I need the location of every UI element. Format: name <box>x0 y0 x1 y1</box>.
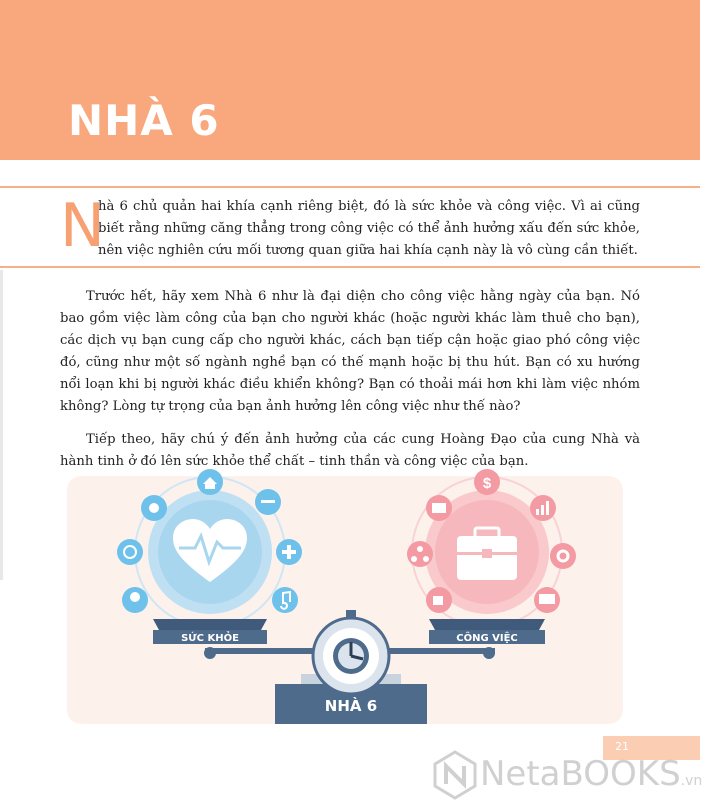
page-header <box>0 0 700 160</box>
page-edge <box>0 270 3 580</box>
right-pan-label: CÔNG VIỆC <box>456 633 518 644</box>
intro-block <box>60 191 640 262</box>
left-pan-top <box>153 619 267 630</box>
balance-scale-graphic <box>67 476 623 724</box>
body-text <box>60 286 640 484</box>
watermark-brand: NetaBOOKS <box>480 754 681 794</box>
scale-base-label: NHÀ 6 <box>324 697 378 715</box>
intro-text: hà 6 chủ quản hai khía cạnh riêng biệt, đó là sức khỏe và công việc. Vì ai cũng biết rằng những căng thẳng trong công việc có thể ảnh hưởng xấu đến sức khỏe, nên việc nghiên cứu mối tương quan giữa hai khía cạnh này là vô cùng cần thiết. <box>98 199 640 258</box>
plate-icon <box>117 539 143 565</box>
publisher-watermark <box>428 748 700 804</box>
paragraph-1: Trước hết, hãy xem Nhà 6 như là đại diện cho công việc hằng ngày của bạn. Nó bao gồm việc làm công của bạn cho người khác (hoặc người khác làm thuê cho bạn), các dịch vụ bạn cung cấp cho người khác, cách bạn tiếp cận hoặc giao phó công việc đó, cũng như một số ngành nghề bạn có thế mạnh hoặc bị thu hút. Bạn có xu hướng nổi loạn khi bị người khác điều khiển không? Bạn có thoải mái hơn khi làm việc nhóm không? Lòng tự trọng của bạn ảnh hưởng lên công việc như thế nào? <box>60 289 640 414</box>
left-pan-label: SỨC KHỎE <box>181 633 239 644</box>
page-number: 21 <box>615 740 629 753</box>
neta-logo-icon <box>432 750 478 800</box>
watermark-suffix: .vn <box>680 773 702 789</box>
bottom-divider <box>0 266 700 268</box>
drop-cap: N <box>60 191 105 261</box>
svg-text:$: $ <box>482 475 492 492</box>
balance-illustration <box>67 476 623 724</box>
network-icon <box>407 541 433 567</box>
paragraph-2: Tiếp theo, hãy chú ý đến ảnh hưởng của các cung Hoàng Đạo của cung Nhà và hành tinh ở đó lên sức khỏe thể chất – tinh thần và công việc của bạn. <box>60 432 640 469</box>
right-pan-top <box>429 619 545 630</box>
top-divider <box>0 186 700 188</box>
page-title: NHÀ 6 <box>68 96 220 145</box>
gears-icon <box>550 543 576 569</box>
watermark-text <box>480 754 702 794</box>
